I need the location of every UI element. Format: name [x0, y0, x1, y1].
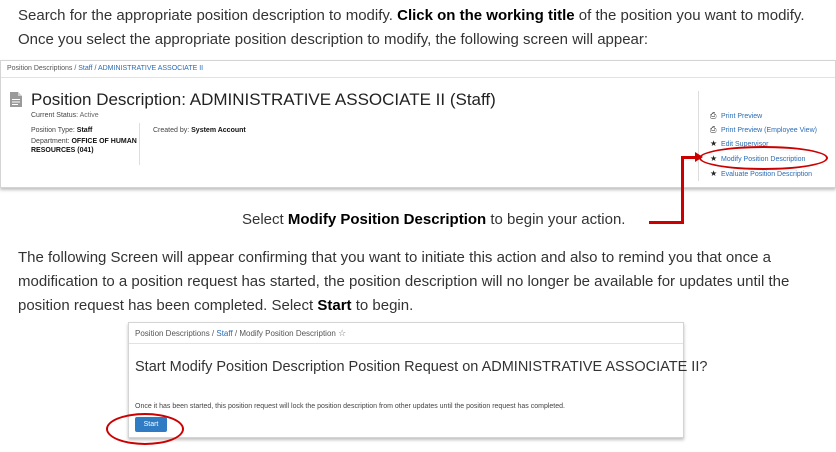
star-icon: ★	[710, 154, 718, 163]
created-by: Created by: System Account	[153, 127, 246, 134]
intro-paragraph	[18, 4, 828, 52]
actions-divider	[698, 91, 699, 181]
divider	[1, 77, 835, 78]
start-request-note: Once it has been started, this position request will lock the position description from other updates until the position request has completed.	[135, 403, 565, 410]
start-request-screenshot	[128, 322, 708, 438]
intro-text-1: Search for the appropriate position description to modify.	[18, 7, 398, 24]
breadcrumb-root[interactable]: Position Descriptions	[135, 329, 210, 338]
breadcrumb-root[interactable]: Position Descriptions	[7, 65, 73, 72]
document-icon	[9, 91, 23, 108]
start-request-title: Start Modify Position Description Position Request on ADMINISTRATIVE ASSOCIATE II?	[135, 359, 708, 375]
modify-position-description-link[interactable]: ★ Modify Position Description	[710, 154, 806, 163]
breadcrumb-title-link[interactable]: ADMINISTRATIVE ASSOCIATE II	[97, 65, 204, 72]
breadcrumb-staff-link[interactable]: Staff	[78, 65, 93, 72]
arrow-head-icon	[695, 152, 703, 162]
position-type: Position Type: Staff	[31, 127, 93, 134]
print-preview-employee-link[interactable]: ⎙ Print Preview (Employee View)	[710, 125, 817, 134]
star-icon: ★	[710, 169, 718, 178]
current-status: Current Status: Active	[31, 112, 99, 119]
printer-icon: ⎙	[710, 125, 717, 134]
breadcrumb: Position Descriptions / Staff / Modify Position Description ☆	[135, 328, 347, 338]
favorite-star-icon[interactable]: ☆	[338, 328, 347, 338]
highlight-oval	[106, 413, 184, 445]
page-title: Position Description: ADMINISTRATIVE ASSOCIATE II (Staff)	[31, 90, 496, 109]
breadcrumb-action: Modify Position Description	[239, 329, 336, 338]
breadcrumb-staff-link[interactable]: Staff	[216, 329, 233, 338]
intro-text-2: of the position you want to modify. Once you select the appropriate position description to modify, the following screen will appear:	[18, 7, 805, 48]
edit-supervisor-link[interactable]: ★ Edit Supervisor	[710, 139, 769, 148]
department: Department: OFFICE OF HUMAN RESOURCES (041)	[31, 138, 137, 154]
divider	[129, 343, 683, 344]
star-icon: ★	[710, 139, 718, 148]
printer-icon: ⎙	[710, 111, 717, 120]
arrow-line	[649, 221, 684, 224]
highlight-oval	[699, 146, 828, 170]
instruction-modify: Select Modify Position Description to begin your action.	[242, 211, 626, 228]
intro-bold: Click on the working title	[397, 7, 575, 24]
evaluate-position-description-link[interactable]: ★ Evaluate Position Description	[710, 169, 813, 178]
breadcrumb: Position Descriptions / Staff / ADMINISTRATIVE ASSOCIATE II	[7, 65, 204, 72]
column-divider	[139, 123, 140, 165]
start-button[interactable]: Start	[135, 417, 167, 432]
print-preview-link[interactable]: ⎙ Print Preview	[710, 111, 763, 120]
arrow-line	[681, 157, 684, 223]
confirm-paragraph: The following Screen will appear confirming that you want to initiate this action and also to remind you that once a modification to a position request has started, the position description will no longer be available for updates until the position request has been completed. Select Start to begin.	[18, 249, 790, 314]
